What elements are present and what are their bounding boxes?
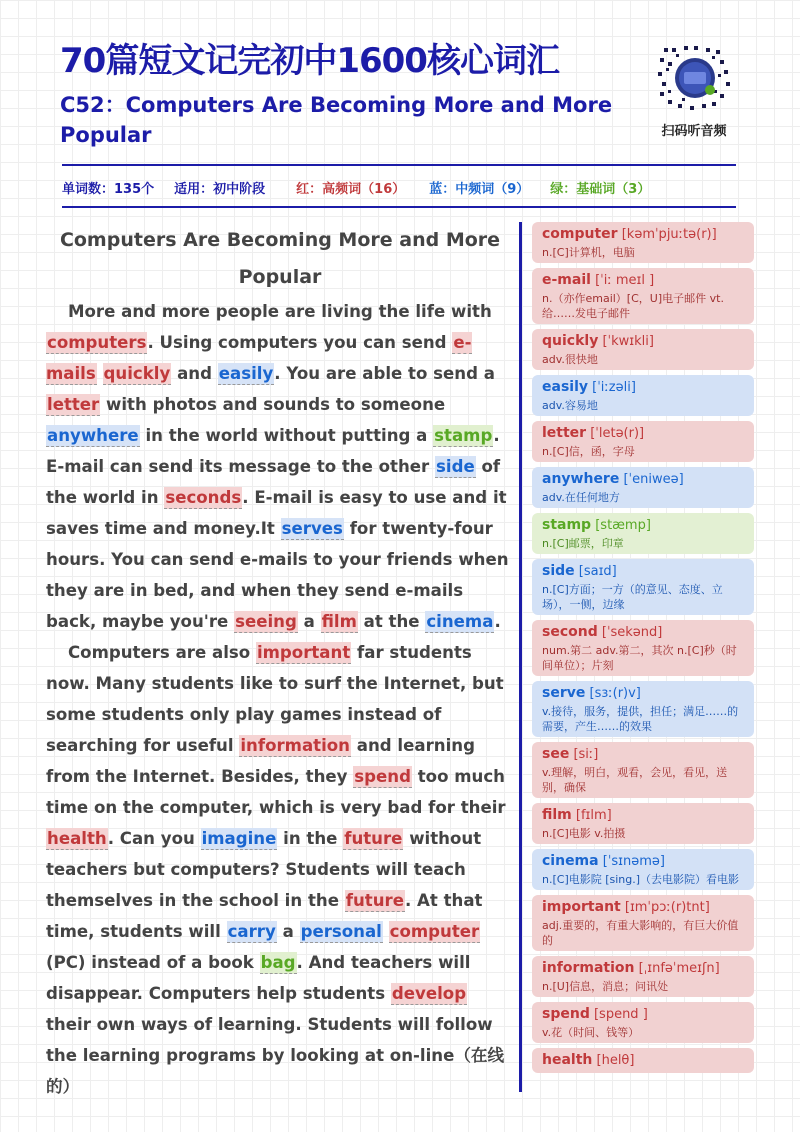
stats-bar: [62, 176, 736, 198]
vocab-word: information: [542, 960, 635, 976]
article-text: . Can you: [107, 829, 201, 848]
vocab-definition: n.[C]邮票，印章: [542, 537, 624, 550]
vocab-definition: adv.在任何地方: [542, 491, 620, 504]
header-divider-top: [62, 164, 736, 166]
vocab-highlight-cinema[interactable]: cinema: [426, 612, 494, 631]
qr-code-icon[interactable]: [654, 44, 736, 112]
vocab-headword: [542, 332, 746, 351]
vocab-highlight-stamp[interactable]: stamp: [434, 426, 493, 445]
vocab-word: e-mail: [542, 272, 591, 288]
vocab-highlight-side[interactable]: side: [436, 457, 475, 476]
article-text: too much time on the computer, which is very bad for their: [46, 767, 506, 817]
article-text: . E-mail is easy to use and it saves time and money.It: [46, 488, 507, 538]
article-title: Computers Are Becoming More and More Popular: [59, 229, 501, 288]
vocab-highlight-bag[interactable]: bag: [260, 953, 296, 972]
vocab-highlight-information[interactable]: information: [240, 736, 350, 755]
vocab-phonetic: [fɪlm]: [571, 808, 612, 823]
article-text: their own ways of learning. Students will follow the learning programs by looking at on-line（在线的）: [46, 1015, 505, 1096]
vocab-phonetic: [ˌɪnfəˈmeɪʃn]: [634, 961, 720, 976]
vocab-highlight-health[interactable]: health: [47, 829, 107, 848]
article-text: . E-mail can send its message to the other: [46, 426, 500, 476]
vocab-highlight-computer[interactable]: computer: [389, 922, 480, 941]
vocab-phonetic: [ˈiː meɪl ]: [590, 273, 655, 288]
vocab-highlight-spend[interactable]: spend: [354, 767, 411, 786]
vocab-definition: adv.容易地: [542, 399, 598, 412]
vocab-phonetic: [siː]: [569, 747, 599, 762]
lesson-title: C52：Computers Are Becoming More and More Popular: [60, 93, 613, 147]
vocab-card-serve[interactable]: [532, 681, 754, 737]
article-text: More and more people are living the life with: [68, 302, 492, 321]
vocab-phonetic: [spend ]: [589, 1007, 648, 1022]
vocab-definition: n.[C]电影 v.拍摄: [542, 827, 626, 840]
article-text: and: [171, 364, 218, 383]
vocab-phonetic: [ˈkwɪkli]: [598, 334, 654, 349]
vocab-card-cinema[interactable]: [532, 849, 754, 890]
vocab-definition: v.花（时间、钱等）: [542, 1026, 640, 1039]
vocab-headword: [542, 1051, 746, 1070]
vocab-word: important: [542, 899, 621, 915]
vocab-card-letter[interactable]: [532, 421, 754, 462]
article-text: for twenty-four hours. You can send e-mails to your friends when they are in bed, and when they send e-mails back, maybe you're: [46, 519, 509, 631]
article-text: at the: [357, 612, 426, 631]
article-text: without teachers but computers? Students will teach themselves in the school in the: [46, 829, 482, 910]
vocab-card-stamp[interactable]: [532, 513, 754, 554]
vocab-card-anywhere[interactable]: [532, 467, 754, 508]
article-text: .: [494, 612, 501, 631]
vocab-phonetic: [ˈsekənd]: [597, 625, 663, 640]
vocab-phonetic: [saɪd]: [574, 564, 617, 579]
vocab-word: computer: [542, 226, 618, 242]
vocab-word: easily: [542, 379, 588, 395]
article-text: and learning from the Internet. Besides, they: [46, 736, 475, 786]
vocab-word: cinema: [542, 853, 599, 869]
vocab-list: [532, 222, 754, 1078]
vocab-highlight-easily[interactable]: easily: [218, 364, 274, 383]
vocab-highlight-seeing[interactable]: seeing: [235, 612, 297, 631]
vocab-highlight-seconds[interactable]: seconds: [165, 488, 242, 507]
vocab-phonetic: [ˈeniweə]: [619, 472, 684, 487]
vocab-highlight-e-mails[interactable]: e-mails: [46, 333, 472, 383]
article-text: [383, 922, 389, 941]
vocab-highlight-future[interactable]: future: [344, 829, 403, 848]
article: [46, 222, 514, 1102]
vocab-card-e-mail[interactable]: [532, 268, 754, 324]
vocab-word: quickly: [542, 333, 599, 349]
vocab-card-easily[interactable]: [532, 375, 754, 416]
vocab-phonetic: [ˈsɪnəmə]: [598, 854, 665, 869]
header-divider-bottom: [62, 206, 736, 208]
article-text: . Using computers you can send: [147, 333, 453, 352]
vocab-definition: adv.很快地: [542, 353, 598, 366]
vocab-card-information[interactable]: [532, 956, 754, 997]
word-count: 单词数：135个: [62, 181, 155, 197]
article-paragraph: [46, 637, 514, 1102]
vocab-highlight-letter[interactable]: letter: [47, 395, 100, 414]
article-text: (PC) instead of a book: [46, 953, 260, 972]
article-text: . You are able to send a: [274, 364, 495, 383]
vocab-phonetic: [ɪmˈpɔː(r)tnt]: [620, 900, 710, 915]
article-text: far students now. Many students like to surf the Internet, but some students only play games instead of searching for useful: [46, 643, 504, 755]
vocab-definition: n.[C]信，函，字母: [542, 445, 635, 458]
vocab-definition: v.接待，服务，提供，担任；满足……的需要，产生……的效果: [542, 705, 739, 733]
page-title: 70篇短文记完初中1600核心词汇: [60, 41, 559, 81]
vocab-headword: [542, 271, 746, 290]
vocab-definition: n.[U]信息，消息；问讯处: [542, 980, 669, 993]
vocab-card-quickly[interactable]: [532, 329, 754, 370]
vocab-definition: v.理解，明白，观看，会见，看见，送别，确保: [542, 766, 728, 794]
vocab-headword: [542, 852, 746, 871]
vocab-card-health[interactable]: [532, 1048, 754, 1073]
vocab-highlight-important[interactable]: important: [256, 643, 351, 662]
vocab-card-second[interactable]: [532, 620, 754, 676]
article-paragraph: [46, 296, 514, 637]
vocab-highlight-carry[interactable]: carry: [227, 922, 276, 941]
mid-freq-label: 蓝：中频词（9）: [429, 181, 530, 197]
vocab-phonetic: [ˈiːzəli]: [588, 380, 636, 395]
vocab-word: anywhere: [542, 471, 620, 487]
vocab-headword: [542, 424, 746, 443]
vocab-headword: [542, 470, 746, 489]
vocab-headword: [542, 806, 746, 825]
vocab-card-spend[interactable]: [532, 1002, 754, 1043]
vocab-highlight-personal[interactable]: personal: [300, 922, 382, 941]
vocab-word: film: [542, 807, 572, 823]
vocab-word: letter: [542, 425, 587, 441]
vocab-phonetic: [ˈletə(r)]: [586, 426, 645, 441]
vocab-highlight-anywhere[interactable]: anywhere: [47, 426, 139, 445]
article-text: a: [297, 612, 321, 631]
vocab-headword: [542, 562, 746, 581]
vocab-phonetic: [kəmˈpjuːtə(r)]: [617, 227, 717, 242]
vocab-headword: [542, 898, 746, 917]
vocab-card-see[interactable]: [532, 742, 754, 798]
article-text: [97, 364, 103, 383]
vocab-headword: [542, 225, 746, 244]
column-divider: [519, 222, 522, 1092]
vocab-headword: [542, 684, 746, 703]
article-text: a: [276, 922, 300, 941]
vocab-phonetic: [sɜː(r)v]: [585, 686, 641, 701]
qr-label: 扫码听音频: [661, 124, 727, 139]
vocab-definition: adj.重要的，有重大影响的，有巨大价值的: [542, 919, 739, 947]
vocab-word: stamp: [542, 517, 592, 533]
vocab-word: health: [542, 1052, 593, 1068]
vocab-card-film[interactable]: [532, 803, 754, 844]
article-text: . And teachers will disappear. Computers help students: [46, 953, 471, 1003]
vocab-headword: [542, 378, 746, 397]
article-text: in the: [277, 829, 344, 848]
vocab-headword: [542, 745, 746, 764]
vocab-definition: num.第二 adv.第二，其次 n.[C]秒（时间单位）；片刻: [542, 644, 737, 672]
vocab-phonetic: [helθ]: [592, 1053, 635, 1068]
article-text: with photos and sounds to someone: [100, 395, 446, 414]
vocab-card-side[interactable]: [532, 559, 754, 615]
vocab-word: see: [542, 746, 570, 762]
vocab-highlight-future[interactable]: future: [345, 891, 404, 910]
vocab-headword: [542, 516, 746, 535]
vocab-headword: [542, 623, 746, 642]
vocab-definition: n.（亦作email）[C，U]电子邮件 vt. 给……发电子邮件: [542, 292, 724, 320]
vocab-definition: n.[C]电影院 [sing.]（去电影院）看电影: [542, 873, 740, 886]
vocab-highlight-computers[interactable]: computers: [47, 333, 147, 352]
vocab-phonetic: [stæmp]: [591, 518, 651, 533]
vocab-highlight-serves[interactable]: serves: [281, 519, 343, 538]
vocab-definition: n.[C]计算机，电脑: [542, 246, 635, 259]
vocab-highlight-imagine[interactable]: imagine: [201, 829, 277, 848]
vocab-highlight-quickly[interactable]: quickly: [103, 364, 171, 383]
article-text: Computers are also: [68, 643, 256, 662]
vocab-highlight-develop[interactable]: develop: [391, 984, 467, 1003]
vocab-word: serve: [542, 685, 586, 701]
vocab-headword: [542, 959, 746, 978]
vocab-headword: [542, 1005, 746, 1024]
vocab-card-computer[interactable]: [532, 222, 754, 263]
article-text: in the world without putting a: [139, 426, 434, 445]
vocab-word: side: [542, 563, 575, 579]
vocab-card-important[interactable]: [532, 895, 754, 951]
basic-label: 绿：基础词（3）: [550, 181, 651, 197]
vocab-definition: n.[C]方面；一方（的意见、态度、立场），一侧，边缘: [542, 583, 723, 611]
article-text: of the world in: [46, 457, 501, 507]
vocab-word: spend: [542, 1006, 590, 1022]
level-label: 适用：初中阶段: [174, 181, 266, 197]
high-freq-label: 红：高频词（16）: [296, 181, 406, 197]
vocab-highlight-film[interactable]: film: [321, 612, 357, 631]
vocab-word: second: [542, 624, 598, 640]
article-text: . At that time, students will: [46, 891, 483, 941]
